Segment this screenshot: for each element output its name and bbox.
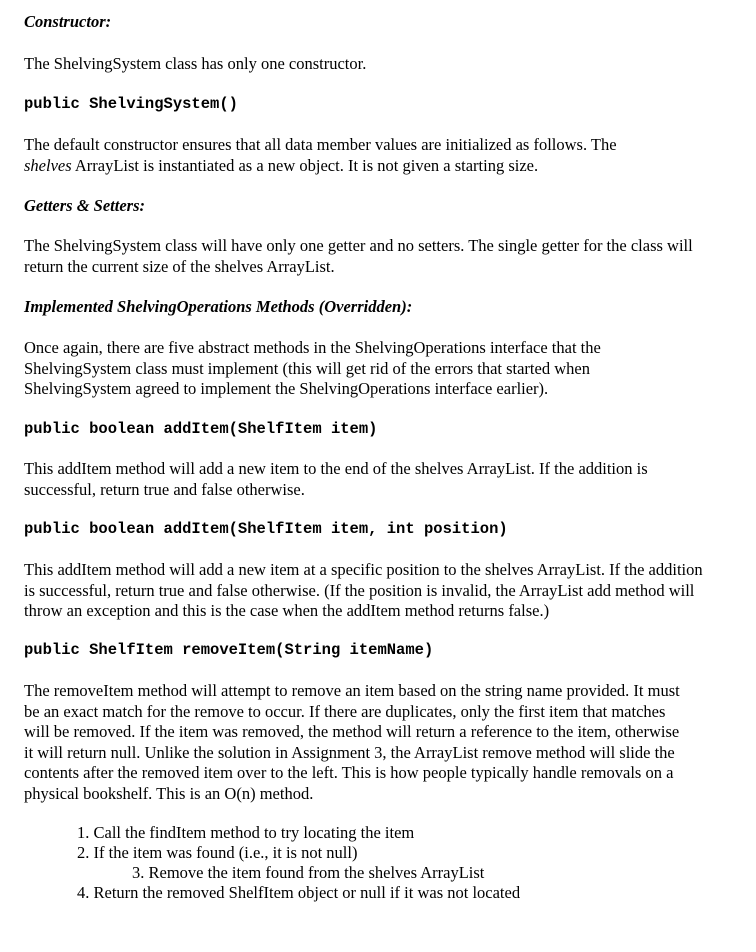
additem-description: This addItem method will add a new item to the end of the shelves ArrayList. If the addition is successful, return true and false otherwise. <box>24 459 648 499</box>
removeitem-description: The removeItem method will attempt to remove an item based on the string name provided. It must be an exact match for the remove to occur. If there are duplicates, only the first item that matches will be removed. If the item was removed, the method will return a reference to the item, otherwise it will return null. Unlike the solution in Assignment 3, the ArrayList remove method will slide the contents after the removed item over to the left. This is how people typically handle removals on a physical bookshelf. This is an O(n) method. <box>24 681 680 803</box>
additem-position-description: This addItem method will add a new item at a specific position to the shelves ArrayList. If the addition is successful, return true and false otherwise. (If the position is invalid, the ArrayList add method will throw an exception and this is the case when the addItem method returns false.) <box>24 560 703 620</box>
step-item: 3. Remove the item found from the shelves ArrayList <box>132 863 485 882</box>
getters-setters-description: The ShelvingSystem class will have only one getter and no setters. The single getter for the class will return the current size of the shelves ArrayList. <box>24 236 693 276</box>
step-item: 2. If the item was found (i.e., it is not null) <box>77 843 358 862</box>
constructor-desc-part-2: ArrayList is instantiated as a new object. It is not given a starting size. <box>71 155 539 175</box>
constructor-desc-part-1: The default constructor ensures that all data member values are initialized as follows. The <box>24 135 617 154</box>
implemented-methods-heading: Implemented ShelvingOperations Methods (Overridden): <box>24 297 413 316</box>
removeitem-signature: public ShelfItem removeItem(String itemName) <box>24 641 434 659</box>
constructor-description <box>24 135 724 176</box>
constructor-signature: public ShelvingSystem() <box>24 95 238 113</box>
implemented-methods-description: Once again, there are five abstract methods in the ShelvingOperations interface that the ShelvingSystem class must implement (this will get rid of the errors that started when ShelvingSystem agreed to implement the ShelvingOperations interface earlier). <box>24 338 601 398</box>
step-item: 4. Return the removed ShelfItem object or null if it was not located <box>77 883 521 902</box>
step-item: 1. Call the findItem method to try locating the item <box>77 823 415 842</box>
constructor-heading: Constructor: <box>24 12 112 31</box>
shelves-emphasis: shelves <box>24 155 72 175</box>
additem-signature: public boolean addItem(ShelfItem item) <box>24 420 378 438</box>
constructor-intro: The ShelvingSystem class has only one constructor. <box>24 54 367 73</box>
getters-setters-heading: Getters & Setters: <box>24 196 145 215</box>
additem-position-signature: public boolean addItem(ShelfItem item, int position) <box>24 520 508 538</box>
